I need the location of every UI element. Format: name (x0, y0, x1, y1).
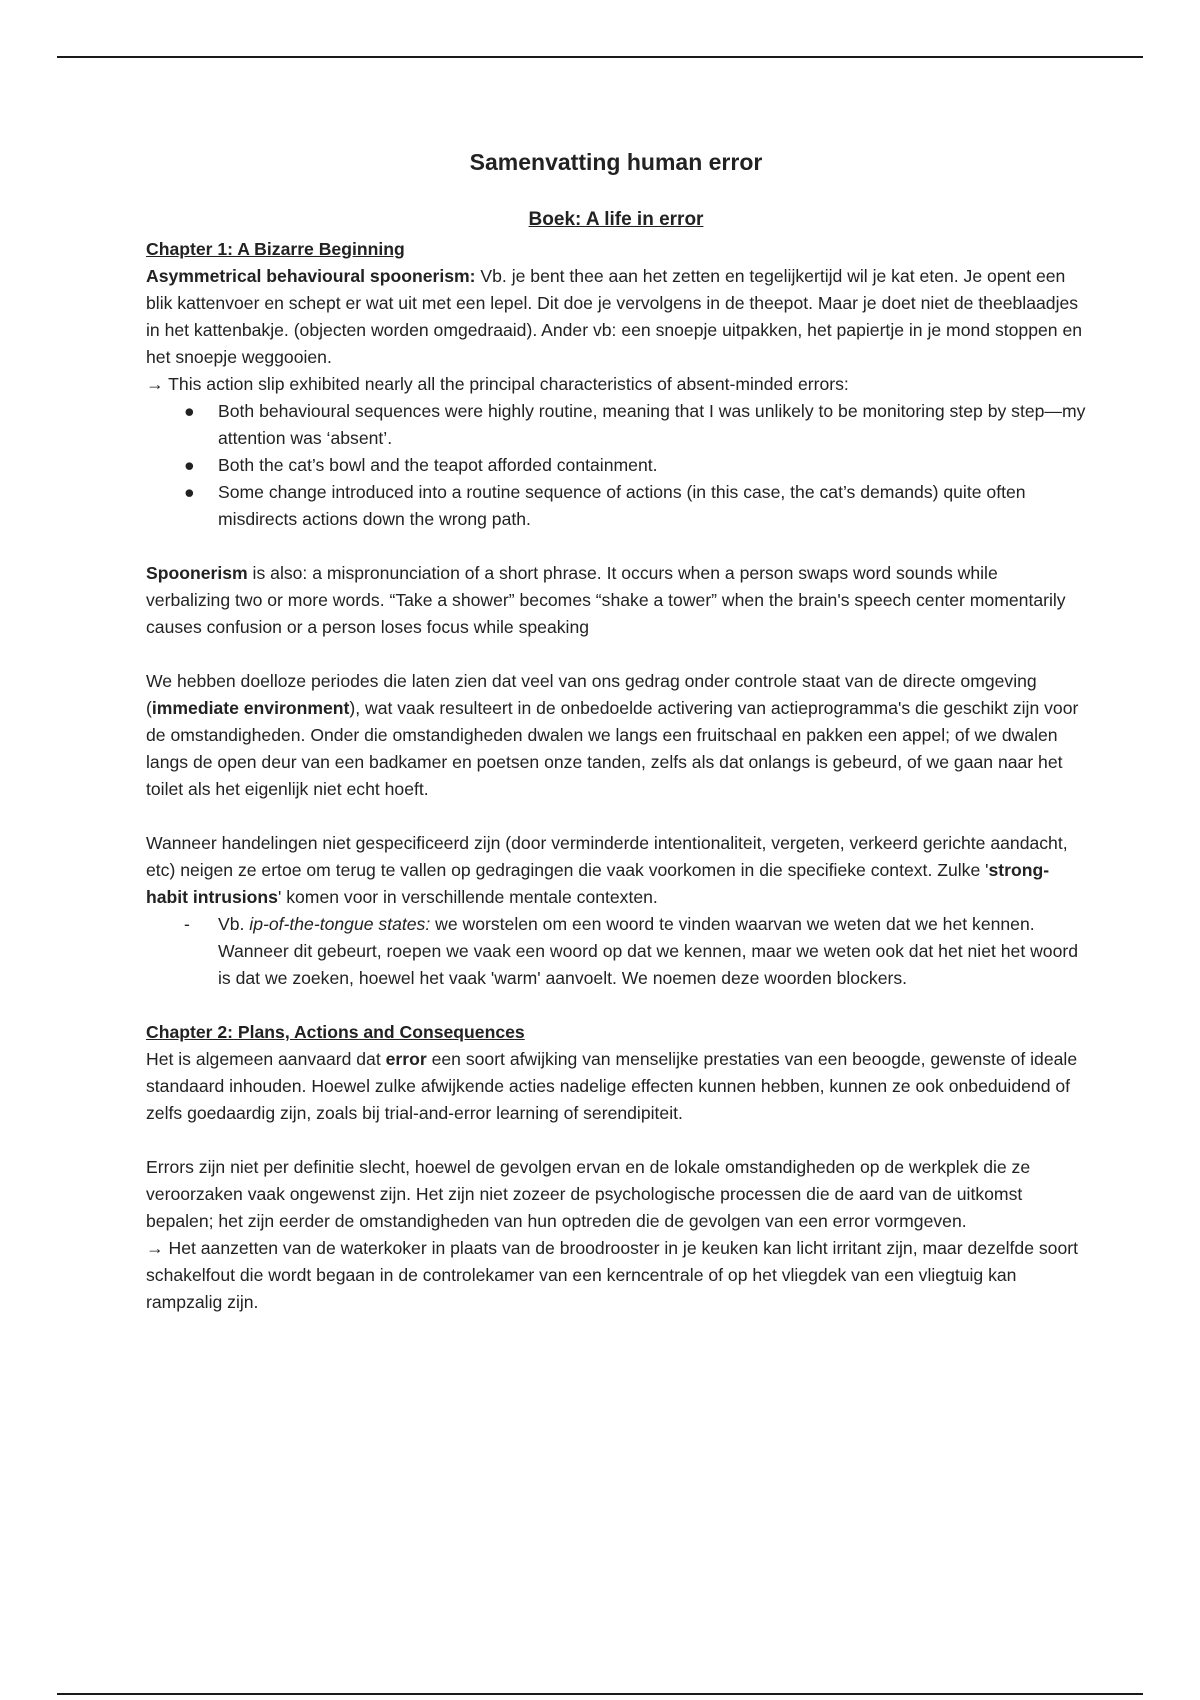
term-spoonerism: Spoonerism (146, 563, 248, 583)
chapter-2-paragraph-2: Errors zijn niet per definitie slecht, hoewel de gevolgen ervan en de lokale omstandigheden op de werkplek die ze veroorzaken vaak ongewenst zijn. Het zijn niet zozeer de psychologische processen die de aard van de uitkomst bepalen; het zijn eerder de omstandigheden van hun optreden die de gevolgen van een error vormgeven. (146, 1157, 1031, 1231)
chapter-1-paragraph-5 (146, 830, 1086, 911)
term-asymmetrical-spoonerism: Asymmetrical behavioural spoonerism: (146, 266, 476, 286)
book-title: Boek: A life in error (528, 209, 704, 230)
chapter-1-paragraph-4 (146, 668, 1086, 803)
characteristics-list (146, 398, 1086, 533)
chapter-2-paragraph-1 (146, 1046, 1086, 1127)
footer-rule (57, 1693, 1143, 1695)
spacer (146, 1127, 1086, 1154)
list-item (146, 398, 1086, 452)
list-item-text: we worstelen om een woord te vinden waarvan we weten dat we het kennen. Wanneer dit gebeurt, roepen we vaak een woord op dat we kennen, maar we weten ook dat het niet het woord is dat we zoeken, hoewel het vaak 'warm' aanvoelt. We noemen deze woorden blockers. (218, 914, 1079, 988)
paragraph-text: Het is algemeen aanvaard dat (146, 1049, 386, 1069)
paragraph-text: Vb. je bent thee aan het zetten en tegelijkertijd wil je kat eten. Je opent een blik kattenvoer en schept er wat uit met een lepel. Dit doe je vervolgens in de theepot. Maar je doet niet de theeblaadjes in het kattenbakje. (objecten worden omgedraaid). Ander vb: een snoepje uitpakken, het papiertje in je mond stoppen en het snoepje weggooien. (146, 266, 1083, 367)
spacer (146, 533, 1086, 560)
list-item (146, 911, 1086, 992)
dash-icon: - (184, 914, 190, 934)
example-list (146, 911, 1086, 992)
term-immediate-environment: immediate environment (151, 698, 350, 718)
spacer (146, 803, 1086, 830)
chapter-1-paragraph-1 (146, 263, 1086, 371)
list-item-prefix: Vb. (218, 914, 250, 934)
chapter-1-paragraph-3 (146, 560, 1086, 641)
document-title: Samenvatting human error (469, 149, 763, 175)
paragraph-text: We hebben doelloze periodes die laten zien dat veel van ons gedrag onder controle staat van de directe omgeving ( (146, 671, 1037, 718)
bullet-icon: ● (184, 401, 195, 421)
list-item-text: Some change introduced into a routine sequence of actions (in this case, the cat’s demands) quite often misdirects actions down the wrong path. (218, 482, 1026, 529)
paragraph-text: is also: a mispronunciation of a short phrase. It occurs when a person swaps word sounds while verbalizing two or more words. “Take a shower” becomes “shake a tower” when the brain's speech center momentarily causes confusion or a person loses focus while speaking (146, 563, 1066, 637)
spacer (146, 641, 1086, 668)
chapter-1-heading: Chapter 1: A Bizarre Beginning (146, 239, 405, 259)
paragraph-text: een soort afwijking van menselijke prestaties van een beoogde, gewenste of ideale standaard inhouden. Hoewel zulke afwijkende acties nadelige effecten kunnen hebben, kunnen ze ook onbeduidend of zelfs goedaardig zijn, zoals bij trial-and-error learning of serendipiteit. (146, 1049, 1078, 1123)
term-strong-habit-intrusions: strong-habit intrusions (146, 860, 1050, 907)
term-tongue-states: ip-of-the-tongue states: (249, 914, 431, 934)
header-rule (57, 56, 1143, 58)
bullet-icon: ● (184, 482, 195, 502)
list-item (146, 452, 1086, 479)
bullet-icon: ● (184, 455, 195, 475)
list-item-text: Both the cat’s bowl and the teapot afforded containment. (218, 455, 658, 475)
term-error: error (385, 1049, 427, 1069)
document-body (146, 236, 1086, 1316)
paragraph-text: ), wat vaak resulteert in de onbedoelde activering van actieprogramma's die geschikt zijn voor de omstandigheden. Onder die omstandigheden dwalen we langs een fruitschaal en pakken een appel; of we dwalen langs de open deur van een badkamer en poetsen onze tanden, zelfs als dat onlangs is gebeurd, of we gaan naar het toilet als het eigenlijk niet echt hoeft. (146, 698, 1079, 799)
list-item-text: Both behavioural sequences were highly routine, meaning that I was unlikely to be monitoring step by step—my attention was ‘absent’. (218, 401, 1086, 448)
list-item (146, 479, 1086, 533)
spacer (146, 992, 1086, 1019)
paragraph-text: Wanneer handelingen niet gespecificeerd zijn (door verminderde intentionaliteit, vergeten, verkeerd gerichte aandacht, etc) neigen ze ertoe om terug te vallen op gedragingen die vaak voorkomen in die specifieke context. Zulke ' (146, 833, 1068, 880)
chapter-2-heading: Chapter 2: Plans, Actions and Consequences (146, 1022, 525, 1042)
chapter-1-paragraph-2: → This action slip exhibited nearly all the principal characteristics of absent-minded errors: (146, 374, 849, 394)
paragraph-text: ' komen voor in verschillende mentale contexten. (277, 887, 658, 907)
chapter-2-paragraph-3: → Het aanzetten van de waterkoker in plaats van de broodrooster in je keuken kan licht irritant zijn, maar dezelfde soort schakelfout die wordt begaan in de controlekamer van een kerncentrale of op het vliegdek van een vliegtuig kan rampzalig zijn. (146, 1238, 1078, 1312)
